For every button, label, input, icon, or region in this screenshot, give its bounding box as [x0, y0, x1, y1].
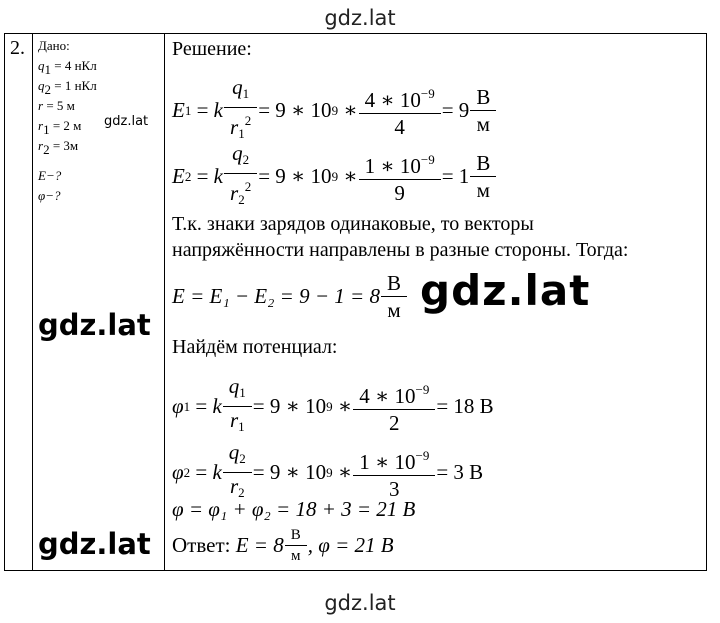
- equation-phi1: φ 1 = k $\frac{q_1}{r_1}$ = 9 ∗ 10 9 ∗ $\frac{4 ∗ 10^{-9}}{2}$ = 18 В: [172, 375, 494, 438]
- watermark-left-1: gdz.lat: [38, 308, 151, 342]
- watermark-left-2: gdz.lat: [38, 527, 151, 561]
- given-block: [38, 36, 97, 206]
- equation-e2: E 2 = k $\frac{q_2}{r_2^2}$ = 9 ∗ 10 9 ∗ $\frac{1 ∗ 10^{-9}}{9}$ = 1 $\frac{В}{м}$: [172, 142, 497, 211]
- watermark-top: gdz.lat: [324, 6, 396, 30]
- answer-line: Ответ: E = 8 $\frac{В}{м}$ , φ = 21 В: [172, 527, 394, 564]
- solution-text-2: напряжённости направлены в разные стороны. Тогда:: [172, 239, 629, 261]
- solution-heading: Решение:: [172, 38, 252, 60]
- given-row: r = 5 м: [38, 98, 75, 113]
- solution-text-1: Т.к. знаки зарядов одинаковые, то векторы: [172, 213, 534, 235]
- given-row: $r_2 = 3м$: [38, 138, 79, 157]
- find-row: φ−?: [38, 188, 61, 203]
- column-divider-number: [32, 33, 33, 571]
- watermark-bottom: gdz.lat: [324, 591, 396, 615]
- equation-phi2: φ 2 = k $\frac{q_2}{r_2}$ = 9 ∗ 10 9 ∗ $\frac{1 ∗ 10^{-9}}{3}$ = 3 В: [172, 441, 483, 504]
- solution-text-3: Найдём потенциал:: [172, 336, 338, 358]
- given-row: $r_1 = 2$ м: [38, 118, 82, 137]
- equation-e-total: E = E₁ − E₂ = 9 − 1 = 8 $\frac{В}{м}$: [172, 272, 408, 321]
- equation-e1: E 1 = k $\frac{q_1}{r_1^2}$ = 9 ∗ 10 9 ∗ $\frac{4 ∗ 10^{-9}}{4}$ = 9 $\frac{В}{м}$: [172, 76, 497, 145]
- find-row: E−?: [38, 168, 62, 183]
- watermark-small: gdz.lat: [104, 114, 149, 129]
- given-row: $q_2 = 1$ нКл: [38, 78, 97, 97]
- given-row: $q_1 = 4$ нКл: [38, 58, 97, 77]
- watermark-large: gdz.lat: [420, 266, 591, 315]
- equation-phi-total: φ = φ₁ + φ₂ = 18 + 3 = 21 В: [172, 497, 416, 521]
- given-title: Дано:: [38, 38, 70, 53]
- task-number: 2.: [10, 37, 25, 59]
- column-divider-given: [164, 33, 165, 571]
